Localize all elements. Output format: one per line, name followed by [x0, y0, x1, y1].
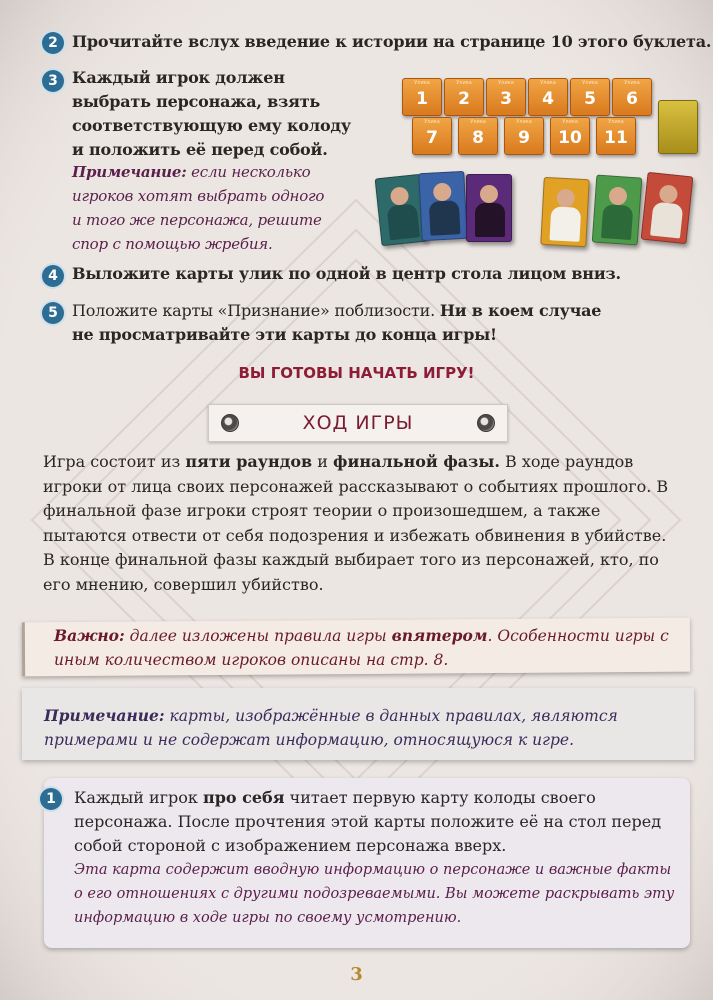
character-card-blue	[418, 171, 467, 241]
character-card-red	[641, 172, 694, 244]
note-label: Примечание:	[72, 163, 187, 181]
step-1-text: Каждый игрок про себя читает первую карту колоды своего персонажа. После прочтения этой карты положите её на стол перед собой стороной с изображением персонажа вверх.	[74, 788, 662, 855]
character-card-green	[592, 174, 643, 245]
clue-card-10: Улика 10	[550, 117, 590, 155]
clue-card-6: Улика 6	[612, 78, 652, 116]
note-line-1: если несколько	[186, 163, 311, 181]
step-1-note: Эта карта содержит вводную информацию о персонаже и важные факты о его отношениях с другими подозреваемыми. Вы можете раскрывать эту информацию в ходе игры по своему усмотрению.	[74, 862, 675, 926]
clue-card-11: Улика 11	[596, 117, 636, 155]
section-banner	[208, 404, 508, 442]
note-text: Примечание: карты, изображённые в данных правилах, являются примерами и не содержат информацию, относящуюся к игре.	[44, 706, 618, 749]
character-card-orange	[540, 177, 589, 247]
important-text: Важно: далее изложены правила игры впятером. Особенности игры с иным количеством игроков описаны на стр. 8.	[54, 626, 669, 669]
step-number-1: 1	[40, 788, 62, 810]
page-number: 3	[350, 964, 363, 985]
ready-heading: ВЫ ГОТОВЫ НАЧАТЬ ИГРУ!	[238, 364, 475, 382]
step-5-normal-text: Положите карты «Признание» поблизости.	[72, 301, 440, 320]
gameplay-paragraph: Игра состоит из пяти раундов и финальной фазы. В ходе раундов игроки от лица своих персонажей рассказывают о событиях прошлого. В финальной фазе игроки строят теории о произошедшем, а также пытаются отвести от себя подозрения и избежать обвинения в убийстве. В конце финальной фазы каждый выбирает того из персонажей, кто, по его мнению, совершил убийство.	[43, 452, 669, 594]
step-2-text: Прочитайте вслух введение к истории на странице 10 этого буклета.	[72, 32, 712, 51]
step-3-text	[72, 66, 382, 162]
step-3-note	[72, 160, 382, 256]
character-card-purple	[466, 174, 512, 242]
step-number-2: 2	[42, 32, 64, 54]
clue-card-1: Улика 1	[402, 78, 442, 116]
note-line-4: спор с помощью жребия.	[72, 235, 273, 253]
step-3-line-1: Каждый игрок должен	[72, 68, 285, 87]
step-number-5: 5	[42, 302, 64, 324]
clue-card-8: Улика 8	[458, 117, 498, 155]
section-title: ХОД ИГРЫ	[302, 412, 414, 434]
note-line-2: игроков хотят выбрать одного	[72, 187, 325, 205]
rivet-left-icon	[221, 414, 239, 432]
clue-card-7: Улика 7	[412, 117, 452, 155]
step-3-line-2: выбрать персонажа, взять	[72, 92, 321, 111]
rivet-right-icon	[477, 414, 495, 432]
step-3-line-4: и положить её перед собой.	[72, 140, 328, 159]
clue-card-5: Улика 5	[570, 78, 610, 116]
note-line-3: и того же персонажа, решите	[72, 211, 322, 229]
clue-card-9: Улика 9	[504, 117, 544, 155]
confession-card	[658, 100, 698, 154]
step-5-text	[72, 299, 692, 347]
step-number-4: 4	[42, 265, 64, 287]
step-number-3: 3	[42, 70, 64, 92]
step-3-line-3: соответствующую ему колоду	[72, 116, 351, 135]
clue-card-3: Улика 3	[486, 78, 526, 116]
step-4-text: Выложите карты улик по одной в центр стола лицом вниз.	[72, 264, 621, 283]
step-5-warning-1: Ни в коем случае	[439, 301, 602, 320]
clue-card-2: Улика 2	[444, 78, 484, 116]
step-5-warning-2: не просматривайте эти карты до конца игры!	[72, 325, 497, 344]
clue-card-4: Улика 4	[528, 78, 568, 116]
